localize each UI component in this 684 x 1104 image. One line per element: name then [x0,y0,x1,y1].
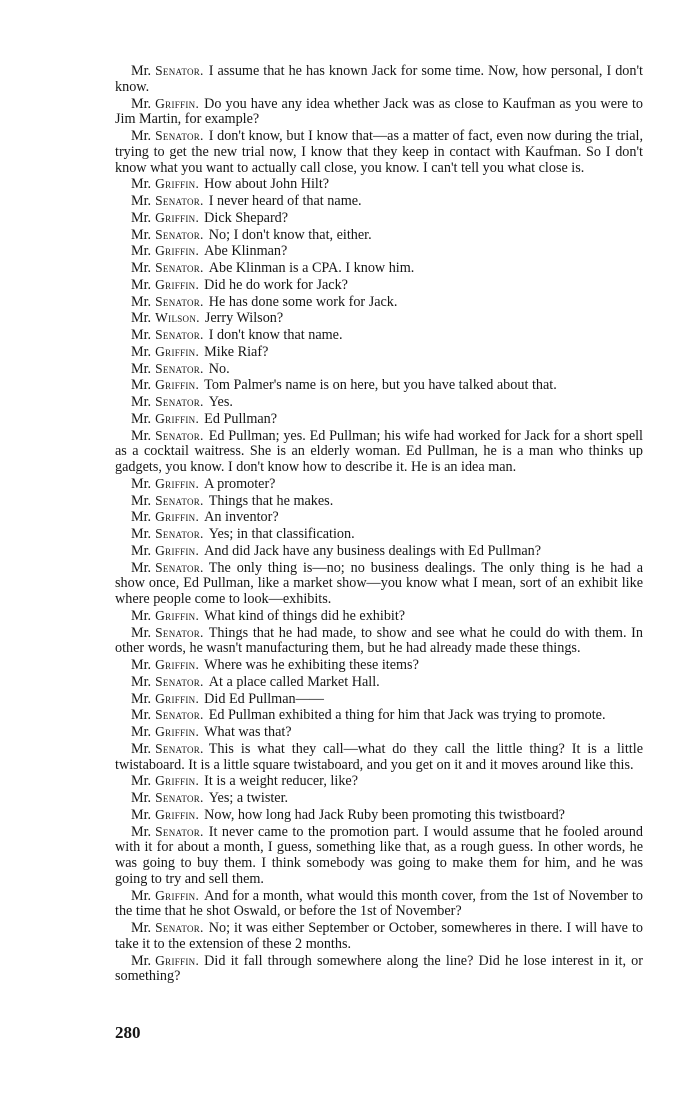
speaker-name: Senator. [155,394,204,409]
speaker-title: Mr. [131,559,152,576]
testimony-paragraph [115,493,643,510]
testimony-paragraph [115,888,643,921]
speaker-title: Mr. [131,410,152,427]
testimony-text: It is a weight reducer, like? [204,773,359,790]
testimony-text: Abe Klinman? [204,243,288,260]
testimony-text: An inventor? [204,509,279,526]
testimony-text: The only thing is—no; no business dealings. The only thing is he had a show once, Ed Pullman, like a market show—you know what I mean, sort of an exhibit like where people come to look—exhibits. [115,559,643,607]
speaker-name: Griffin. [155,475,200,491]
testimony-text: Now, how long had Jack Ruby been promoting this twistboard? [204,806,565,823]
speaker-name: Griffin. [155,276,200,292]
testimony-text: Yes; a twister. [208,790,289,806]
testimony-paragraph [115,543,643,560]
speaker-title: Mr. [131,260,152,276]
testimony-paragraph [115,707,643,724]
testimony-text: I don't know, but I know that—as a matter of fact, even now during the trial, trying to get the new trial now, I know that they keep in contact with Kaufman. So I don't know what you want to actually call close, you know. I can't tell you what close is. [115,128,643,176]
speaker-name: Senator. [155,790,204,805]
speaker-title: Mr. [131,343,152,360]
speaker-name: Senator. [155,823,204,839]
speaker-name: Griffin. [155,724,200,739]
speaker-title: Mr. [131,95,152,112]
speaker-name: Senator. [155,920,204,935]
speaker-name: Griffin. [155,176,200,192]
testimony-text: Yes. [208,394,233,410]
testimony-text: Things that he makes. [208,492,334,509]
testimony-text: He has done some work for Jack. [208,293,398,310]
speaker-title: Mr. [131,724,152,740]
speaker-name: Senator. [155,559,204,575]
speaker-name: Senator. [155,360,204,376]
speaker-name: Senator. [155,492,204,508]
testimony-paragraph [115,428,643,476]
speaker-title: Mr. [131,690,152,707]
speaker-name: Griffin. [155,243,200,259]
testimony-text: No. [208,360,230,377]
speaker-title: Mr. [131,276,152,293]
testimony-paragraph [115,724,643,741]
speaker-name: Griffin. [155,657,200,672]
speaker-name: Griffin. [155,690,200,706]
speaker-title: Mr. [131,624,152,641]
speaker-title: Mr. [131,327,152,343]
testimony-paragraph [115,741,643,774]
speaker-name: Senator. [155,63,204,78]
testimony-text: This is what they call—what do they call the little thing? It is a little twistaboard. It is a little square twistaboard, and you get on it and it moves around like this. [115,740,643,773]
testimony-paragraph [115,128,643,176]
speaker-title: Mr. [131,657,152,673]
testimony-text: Do you have any idea whether Jack was as close to Kaufman as you were to Jim Martin, for example? [115,95,643,128]
testimony-paragraph [115,344,643,361]
speaker-name: Senator. [155,740,204,756]
testimony-paragraph [115,560,643,608]
speaker-name: Senator. [155,707,204,723]
testimony-text: No; it was either September or October, somewheres in there. I will have to take it to the extension of these 2 months. [115,920,643,952]
speaker-title: Mr. [131,310,152,327]
speaker-name: Wilson. [155,310,200,326]
speaker-name: Griffin. [155,95,200,111]
speaker-title: Mr. [131,707,152,724]
testimony-text: Ed Pullman exhibited a thing for him that Jack was trying to promote. [208,707,606,724]
speaker-title: Mr. [131,209,152,226]
speaker-name: Griffin. [155,607,200,623]
testimony-text: And did Jack have any business dealings with Ed Pullman? [204,542,542,559]
speaker-name: Griffin. [155,542,200,558]
testimony-text: A promoter? [204,475,276,492]
testimony-paragraph [115,193,643,210]
speaker-title: Mr. [131,806,152,823]
testimony-paragraph [115,773,643,790]
testimony-paragraph [115,277,643,294]
speaker-name: Senator. [155,260,204,275]
testimony-text: Dick Shepard? [204,209,289,226]
speaker-title: Mr. [131,952,152,969]
testimony-paragraph [115,608,643,625]
testimony-text: I assume that he has known Jack for some time. Now, how personal, I don't know. [115,63,643,95]
speaker-title: Mr. [131,740,152,757]
testimony-text: Tom Palmer's name is on here, but you have talked about that. [204,377,557,394]
speaker-name: Senator. [155,673,204,689]
speaker-name: Griffin. [155,377,200,393]
speaker-name: Senator. [155,526,204,541]
speaker-title: Mr. [131,509,152,526]
testimony-text: What kind of things did he exhibit? [204,607,406,624]
testimony-paragraph [115,657,643,674]
speaker-title: Mr. [131,492,152,509]
speaker-name: Griffin. [155,806,200,822]
testimony-paragraph [115,509,643,526]
speaker-name: Senator. [155,293,204,309]
speaker-title: Mr. [131,607,152,624]
testimony-paragraph [115,476,643,493]
testimony-paragraph [115,411,643,428]
speaker-name: Senator. [155,226,204,242]
testimony-paragraph [115,361,643,378]
testimony-text: I never heard of that name. [208,193,362,209]
testimony-paragraph [115,824,643,888]
testimony-paragraph [115,176,643,193]
speaker-name: Griffin. [155,773,200,789]
speaker-name: Griffin. [155,410,200,426]
testimony-paragraph [115,227,643,244]
testimony-paragraph [115,920,643,953]
speaker-name: Griffin. [155,952,200,968]
speaker-title: Mr. [131,176,152,193]
speaker-name: Griffin. [155,343,200,359]
speaker-title: Mr. [131,226,152,243]
page-number: 280 [115,1023,141,1042]
testimony-paragraph [115,674,643,691]
testimony-text: Did Ed Pullman—— [204,690,324,707]
testimony-text: Things that he had made, to show and see what he could do with them. In other words, he wasn't manufacturing them, but he had already made these things. [115,624,643,657]
testimony-paragraph [115,691,643,708]
speaker-title: Mr. [131,673,152,690]
speaker-title: Mr. [131,823,152,840]
testimony-paragraph [115,394,643,411]
testimony-text: Did it fall through somewhere along the line? Did he lose interest in it, or something? [115,952,643,985]
testimony-paragraph [115,310,643,327]
testimony-paragraph [115,807,643,824]
testimony-paragraph [115,625,643,658]
speaker-name: Griffin. [155,209,200,225]
speaker-name: Senator. [155,128,204,143]
speaker-title: Mr. [131,887,152,904]
speaker-title: Mr. [131,293,152,310]
testimony-paragraph [115,210,643,227]
testimony-text: Where was he exhibiting these items? [204,657,419,673]
testimony-text: Ed Pullman? [204,410,278,427]
testimony-paragraph [115,327,643,344]
testimony-paragraph [115,260,643,277]
speaker-title: Mr. [131,394,152,410]
speaker-title: Mr. [131,475,152,492]
speaker-title: Mr. [131,128,152,144]
speaker-title: Mr. [131,790,152,806]
speaker-title: Mr. [131,193,152,209]
testimony-paragraph [115,63,643,96]
testimony-text: What was that? [204,724,292,740]
testimony-text: I don't know that name. [208,327,343,343]
testimony-paragraph [115,377,643,394]
testimony-text: Abe Klinman is a CPA. I know him. [208,260,415,276]
speaker-title: Mr. [131,542,152,559]
speaker-title: Mr. [131,360,152,377]
testimony-paragraph [115,243,643,260]
testimony-text: Jerry Wilson? [204,310,284,327]
speaker-name: Senator. [155,624,204,640]
testimony-paragraph [115,953,643,986]
testimony-paragraph [115,96,643,129]
speaker-name: Senator. [155,427,204,443]
testimony-text: At a place called Market Hall. [208,673,380,690]
speaker-title: Mr. [131,920,152,936]
speaker-title: Mr. [131,526,152,542]
testimony-text: And for a month, what would this month cover, from the 1st of November to the time that he shot Oswald, or before the 1st of November? [115,887,643,920]
testimony-text: Ed Pullman; yes. Ed Pullman; his wife had worked for Jack for a short spell as a cocktail waitress. She is an elderly woman. Ed Pullman, he is a man who thinks up gadgets, you know. I don't know how to describe it. He is an idea man. [115,427,643,475]
testimony-paragraph [115,294,643,311]
speaker-title: Mr. [131,773,152,790]
testimony-text: How about John Hilt? [204,176,330,193]
testimony-text: Did he do work for Jack? [204,276,348,293]
testimony-paragraph [115,526,643,543]
testimony-text: It never came to the promotion part. I would assume that he fooled around with it for about a month, I guess, something like that, as a rough guess. In other words, he was going to buy them. I think somebody was going to make them for him, and he was going to try and sell them. [115,823,643,887]
speaker-name: Senator. [155,193,204,208]
testimony-text: Mike Riaf? [204,343,269,360]
speaker-title: Mr. [131,63,152,79]
speaker-title: Mr. [131,243,152,260]
speaker-title: Mr. [131,427,152,444]
speaker-title: Mr. [131,377,152,394]
speaker-name: Griffin. [155,509,200,525]
transcript-body [115,63,643,985]
testimony-paragraph [115,790,643,807]
speaker-name: Griffin. [155,887,200,903]
testimony-text: Yes; in that classification. [208,526,355,542]
speaker-name: Senator. [155,327,204,342]
testimony-text: No; I don't know that, either. [208,226,372,243]
